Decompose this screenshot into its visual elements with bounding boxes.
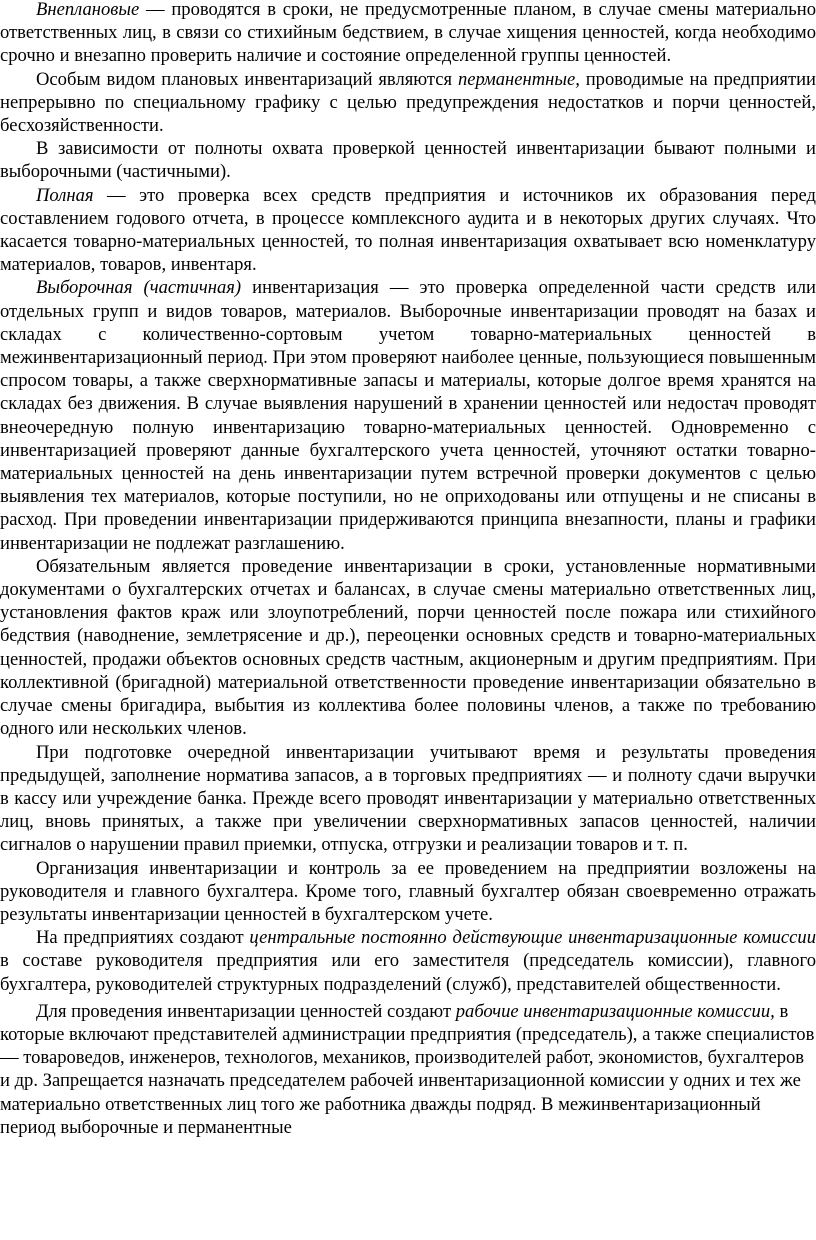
- paragraph-text: — это проверка всех средств предприятия и источников их образования перед составлением годового отчета, в процессе комплексного аудита и в некоторых других случаях. Что касается товарно-материальных ценностей, то полная инвентаризация охватывает всю номенклатуру материалов, товаров, инвентаря.: [0, 184, 816, 276]
- paragraph-text: В зависимости от полноты охвата проверкой ценностей инвентаризации бывают полными и выборочными (частичными).: [0, 138, 816, 183]
- paragraph-coverage: [0, 137, 816, 183]
- paragraph-text: Организация инвентаризации и контроль за ее проведением на предприятии возложены на руководителя и главного бухгалтера. Кроме того, главный бухгалтер обязан своевременно отражать результаты инвентаризации ценностей в бухгалтерском учете.: [0, 857, 816, 925]
- paragraph-working-commissions: [0, 1000, 816, 1139]
- paragraph-text: Обязательным является проведение инвентаризации в сроки, установленные нормативными документами о бухгалтерских отчетах и балансах, в случае смены материально ответственных лиц, установления фактов краж или злоупотреблений, порчи ценностей после пожара или стихийного бедствия (наводнение, землетрясение и др.), переоценки основных средств и товарно-материальных ценностей, продажи объектов основных средств частным, акционерным и другим предприятиям. При коллективной (бригадной) материальной ответственности проведение инвентаризации обязательно в случае смены бригадира, выбытия из коллектива более половины членов, а также по требованию одного или нескольких членов.: [0, 555, 816, 740]
- paragraph-permanent: [0, 68, 816, 138]
- term-permanent: перманентные,: [457, 68, 580, 90]
- term-selective: Выборочная (частичная): [36, 277, 242, 299]
- paragraph-text: проводимые на предприятии непрерывно по специальному графику с целью предупреждения недостатков и порчи ценностей, бесхозяйственности.: [0, 68, 816, 137]
- term-full: Полная: [36, 184, 94, 206]
- term-working-commissions: рабочие инвентаризационные комиссии,: [455, 1000, 775, 1022]
- paragraph-text: Особым видом плановых инвентаризаций являются: [36, 68, 458, 90]
- paragraph-unscheduled: [0, 0, 816, 68]
- paragraph-text: в которые включают представителей администрации предприятия (председатель), а также специалистов — товароведов, инженеров, технологов, механиков, производителей работ, экономистов, бухгалтеров и др. Запрещается назначать председателем рабочей инвентаризационной комиссии у одних и тех же материально ответственных лиц того же работника дважды подряд. В межинвентаризационный период выборочные и перманентные: [0, 1000, 815, 1138]
- paragraph-text: При подготовке очередной инвентаризации учитывают время и результаты проведения предыдущей, заполнение норматива запасов, а в торговых предприятиях — и полноту сдачи выручки в кассу или учреждение банка. Прежде всего проводят инвентаризации у материально ответственных лиц, вновь принятых, а также при увеличении сверхнормативных запасов ценностей, наличии сигналов о нарушении правил приемки, отпуска, отгрузки и реализации товаров и т. п.: [0, 741, 816, 856]
- term-central-commissions: центральные постоянно действующие инвентаризационные комиссии: [249, 927, 816, 949]
- paragraph-preparation: [0, 741, 816, 857]
- paragraph-mandatory: [0, 555, 816, 741]
- paragraph-text: На предприятиях создают: [36, 927, 250, 949]
- paragraph-text: Для проведения инвентаризации ценностей создают: [36, 1000, 456, 1022]
- paragraph-selective: [0, 276, 816, 554]
- paragraph-text: — проводятся в сроки, не предусмотренные планом, в случае смены материально ответственных лиц, в связи со стихийным бедствием, в случае хищения ценностей, когда необходимо срочно и внезапно проверить наличие и состояние определенной группы ценностей.: [0, 0, 816, 67]
- paragraph-text: инвентаризация — это проверка определенной части средств или отдельных групп и видов товаров, материалов. Выборочные инвентаризации проводят на базах и складах с количественно-сортовым учетом товарно-материальных ценностей в межинвентаризационный период. При этом проверяют наиболее ценные, пользующиеся повышенным спросом товары, а также сверхнормативные запасы и материалы, которые долгое время хранятся на складах без движения. В случае выявления нарушений в хранении ценностей или недостач проводят внеочередную полную инвентаризацию товарно-материальных ценностей. Одновременно с инвентаризацией проверяют данные бухгалтерского учета ценностей, уточняют остатки товарно-материальных ценностей на день инвентаризации путем встречной проверки документов с целью выявления тех материалов, которые поступили, но не оприходованы или отпущены и не списаны в расход. При проведении инвентаризации придерживаются принципа внезапности, планы и графики инвентаризации не подлежат разглашению.: [0, 277, 816, 554]
- paragraph-organization: [0, 857, 816, 927]
- paragraph-full: [0, 184, 816, 277]
- term-unscheduled: Внеплановые: [36, 0, 140, 20]
- paragraph-central-commissions: [0, 926, 816, 996]
- paragraph-text: в составе руководителя предприятия или его заместителя (председатель комиссии), главного бухгалтера, руководителей структурных подразделений (служб), представителей общественности.: [0, 950, 816, 995]
